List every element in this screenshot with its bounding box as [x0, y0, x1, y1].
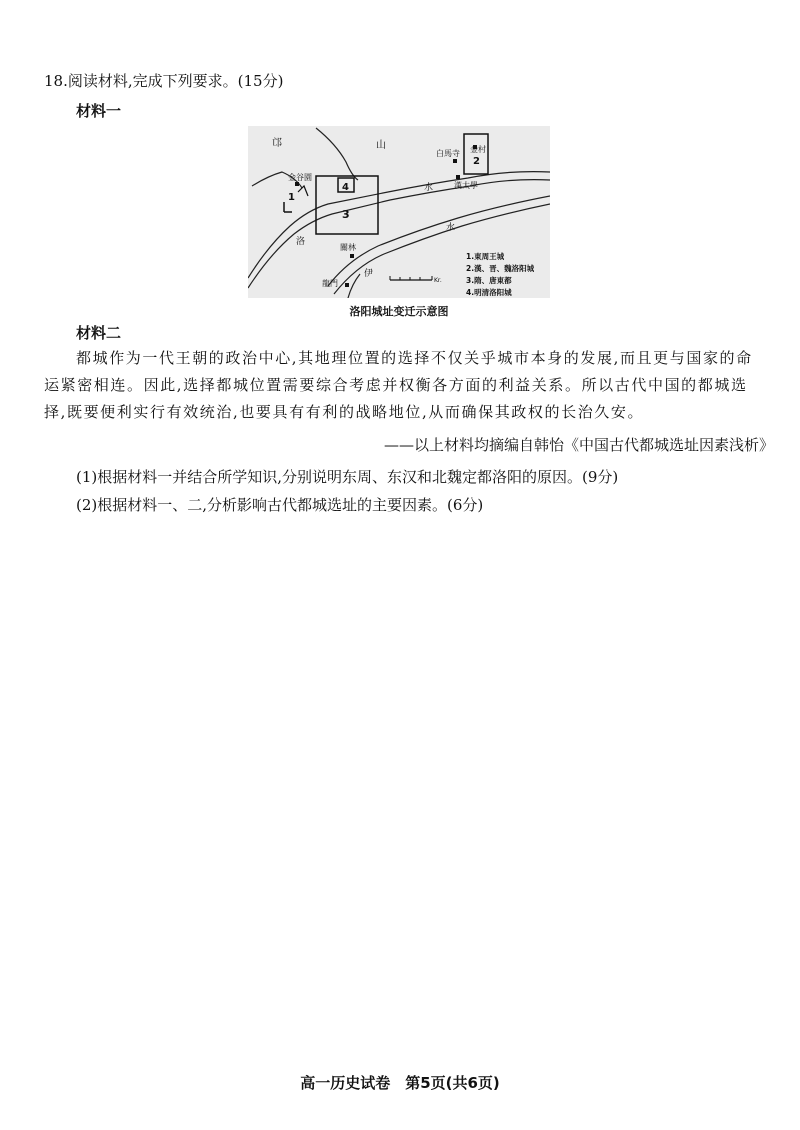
map-label-jincun: 金村 — [470, 145, 486, 154]
map-label-jinguyuan: 金谷園 — [288, 173, 312, 182]
map-caption: 洛阳城址变迁示意图 — [349, 305, 449, 318]
map-label-shui-south: 水 — [446, 223, 456, 233]
map-label-mang: 邙 — [272, 138, 282, 149]
map-num-2: 2 — [473, 156, 480, 167]
page-footer: 高一历史试卷 第5页(共6页) — [300, 1074, 500, 1092]
map-num-4: 4 — [342, 182, 349, 193]
map-legend-item: 2.漢、晋、魏洛阳城 — [466, 264, 535, 273]
question-item-1: (1)根据材料一并结合所学知识,分别说明东周、东汉和北魏定都洛阳的原因。(9分) — [76, 468, 619, 486]
map-label-han-taixue: 漢太學 — [454, 181, 478, 190]
map-scale-unit: Kr. — [434, 277, 442, 284]
map-label-longmen: 龍門 — [322, 279, 338, 288]
map-label-shan: 山 — [376, 140, 386, 151]
map-label-shui-north: 水 — [424, 183, 434, 193]
luoyang-map — [248, 126, 550, 298]
material-two-heading: 材料二 — [76, 324, 122, 342]
map-legend-item: 4.明清洛阳城 — [466, 288, 512, 297]
map-label-yi: 伊 — [364, 269, 374, 279]
map-num-1: 1 — [288, 192, 295, 203]
material-one-heading: 材料一 — [76, 102, 122, 120]
map-legend-item: 3.隋、唐東都 — [466, 276, 512, 285]
material-source: ——以上材料均摘编自韩怡《中国古代都城选址因素浅析》 — [384, 436, 775, 454]
map-num-3: 3 — [342, 208, 350, 221]
question-item-2: (2)根据材料一、二,分析影响古代都城选址的主要因素。(6分) — [76, 496, 484, 514]
question-title: 18.阅读材料,完成下列要求。(15分) — [44, 72, 284, 90]
map-legend-item: 1.東周王城 — [466, 252, 505, 261]
material-two-paragraph: 都城作为一代王朝的政治中心,其地理位置的选择不仅关乎城市本身的发展,而且更与国家的命运紧密相连。因此,选择都城位置需要综合考虑并权衡各方面的利益关系。所以古代中国的都城选择,既要便利实行有效统治,也要具有有利的战略地位,从而确保其政权的长治久安。 — [44, 349, 753, 421]
map-label-luo: 洛 — [296, 237, 306, 247]
map-label-guanlin: 關林 — [340, 243, 356, 252]
map-label-baimasi: 白馬寺 — [436, 149, 460, 158]
